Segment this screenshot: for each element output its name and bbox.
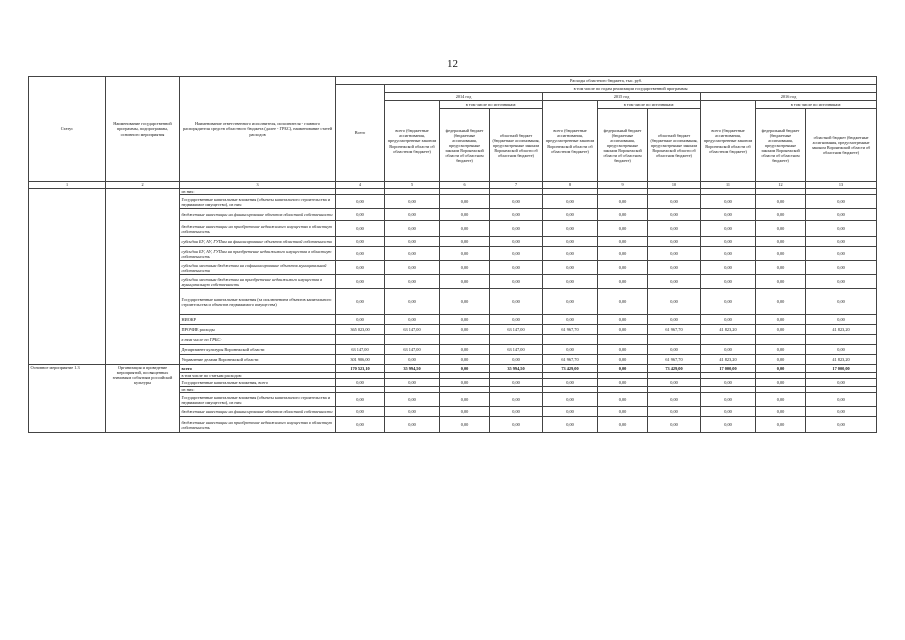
value-cell: 0,00	[490, 355, 543, 365]
column-index: 2	[106, 182, 180, 189]
value-cell: 0,00	[598, 345, 648, 355]
empty-cell	[756, 335, 806, 345]
row-label: НИОКР	[180, 315, 336, 325]
value-cell: 0,00	[543, 247, 598, 261]
value-cell: 0,00	[806, 407, 877, 417]
value-cell: 0,00	[756, 237, 806, 247]
executor-header: Наименование ответственного исполнителя, исполнителя - главного распорядителя средств областного бюджета (далее - ГРБС), наименование статей расходов	[180, 77, 336, 182]
empty-cell	[806, 335, 877, 345]
value-cell: 0,00	[490, 237, 543, 247]
empty-cell	[701, 335, 756, 345]
page-number: 12	[447, 58, 458, 70]
value-cell: 0,00	[440, 275, 490, 289]
sources-header: в том числе по источникам:	[756, 101, 877, 109]
value-cell: 0,00	[648, 237, 701, 247]
value-cell: 0,00	[385, 417, 440, 433]
value-cell: 35 994,50	[490, 365, 543, 373]
row-label: субсидии БУ, АУ, ГУПам на финансирование объектов областной собственности	[180, 237, 336, 247]
value-cell: 0,00	[701, 221, 756, 237]
value-cell: 0,00	[701, 195, 756, 209]
column-index: 3	[180, 182, 336, 189]
column-index: 5	[385, 182, 440, 189]
value-cell: 0,00	[543, 417, 598, 433]
value-cell: 0,00	[385, 247, 440, 261]
value-cell: 0,00	[806, 417, 877, 433]
value-cell: 0,00	[440, 365, 490, 373]
value-cell: 0,00	[806, 209, 877, 221]
value-cell: 0,00	[490, 261, 543, 275]
value-cell: 0,00	[806, 221, 877, 237]
value-cell: 0,00	[440, 247, 490, 261]
row-label: из них:	[180, 189, 336, 195]
value-cell: 0,00	[440, 379, 490, 387]
value-cell: 0,00	[385, 221, 440, 237]
value-cell: 0,00	[648, 275, 701, 289]
table-row	[29, 365, 877, 373]
value-cell: 0,00	[385, 237, 440, 247]
column-index: 10	[648, 182, 701, 189]
status-header: Статус	[29, 77, 106, 182]
value-cell: 0,00	[756, 407, 806, 417]
value-cell: 41 823,20	[806, 325, 877, 335]
value-cell: 0,00	[806, 261, 877, 275]
value-cell: 0,00	[756, 289, 806, 315]
column-index: 13	[806, 182, 877, 189]
value-cell: 0,00	[385, 289, 440, 315]
value-cell: 0,00	[385, 195, 440, 209]
value-cell: 0,00	[806, 275, 877, 289]
value-cell: 0,00	[806, 195, 877, 209]
value-cell: 0,00	[648, 417, 701, 433]
value-cell: 0,00	[385, 209, 440, 221]
value-cell: 0,00	[598, 195, 648, 209]
value-cell: 0,00	[598, 355, 648, 365]
value-cell: 0,00	[756, 393, 806, 407]
value-cell: 0,00	[756, 325, 806, 335]
value-cell: 0,00	[543, 393, 598, 407]
program-cell	[106, 189, 180, 365]
value-cell: 0,00	[385, 355, 440, 365]
value-cell: 0,00	[385, 261, 440, 275]
value-cell: 0,00	[648, 195, 701, 209]
value-cell: 0,00	[490, 289, 543, 315]
sources-header: в том числе по источникам:	[440, 101, 543, 109]
value-cell: 0,00	[440, 407, 490, 417]
value-cell: 0,00	[806, 345, 877, 355]
col-regional-header: областной бюджет (бюджетные ассигнования, предусмотренные законом Воронежской области об областном бюджете)	[490, 109, 543, 182]
value-cell: 0,00	[701, 289, 756, 315]
value-cell: 0,00	[336, 393, 385, 407]
value-cell: 0,00	[648, 407, 701, 417]
value-cell: 0,00	[440, 195, 490, 209]
value-cell: 0,00	[806, 247, 877, 261]
empty-cell	[598, 335, 648, 345]
value-cell: 0,00	[598, 289, 648, 315]
value-cell: 0,00	[648, 345, 701, 355]
value-cell: 0,00	[385, 379, 440, 387]
value-cell: 0,00	[543, 261, 598, 275]
value-cell: 0,00	[385, 315, 440, 325]
value-cell: 0,00	[701, 237, 756, 247]
value-cell: 0,00	[440, 315, 490, 325]
value-cell: 0,00	[543, 237, 598, 247]
value-cell: 365 023,00	[336, 325, 385, 335]
empty-cell	[648, 335, 701, 345]
value-cell: 0,00	[598, 417, 648, 433]
value-cell: 0,00	[490, 393, 543, 407]
value-cell: 0,00	[701, 261, 756, 275]
column-index: 7	[490, 182, 543, 189]
value-cell: 0,00	[598, 365, 648, 373]
value-cell: 0,00	[806, 393, 877, 407]
row-label: в том числе по статьям расходов:	[180, 373, 336, 379]
value-cell: 0,00	[598, 221, 648, 237]
row-label: бюджетные инвестиции на финансирование объектов областной собственности	[180, 407, 336, 417]
row-label: бюджетные инвестиции на приобретение недвижимого имущества в областную собственность	[180, 221, 336, 237]
value-cell: 0,00	[701, 209, 756, 221]
value-cell: 0,00	[756, 275, 806, 289]
value-cell: 0,00	[336, 315, 385, 325]
value-cell: 73 429,00	[543, 365, 598, 373]
value-cell: 0,00	[648, 221, 701, 237]
value-cell: 0,00	[598, 209, 648, 221]
expenses-title: Расходы областного бюджета, тыс. руб.	[336, 77, 877, 85]
col-total-header: всего (бюджетные ассигнования, предусмотренные законом Воронежской области об областном бюджете)	[385, 101, 440, 182]
row-label: всего	[180, 365, 336, 373]
value-cell: 0,00	[543, 315, 598, 325]
value-cell: 0,00	[756, 315, 806, 325]
row-label: бюджетные инвестиции на финансирование объектов областной собственности	[180, 209, 336, 221]
value-cell: 0,00	[756, 379, 806, 387]
value-cell: 0,00	[543, 379, 598, 387]
column-index-row	[29, 182, 877, 189]
value-cell: 0,00	[336, 261, 385, 275]
value-cell: 17 000,00	[701, 365, 756, 373]
value-cell: 0,00	[385, 407, 440, 417]
value-cell: 0,00	[543, 407, 598, 417]
value-cell: 63 147,00	[490, 325, 543, 335]
value-cell: 0,00	[336, 289, 385, 315]
row-label: в том числе по ГРБС:	[180, 335, 336, 345]
row-label: субсидии местным бюджетам на софинансирование объектов муниципальной собственности	[180, 261, 336, 275]
value-cell: 41 823,20	[806, 355, 877, 365]
value-cell: 35 994,50	[385, 365, 440, 373]
budget-table	[28, 76, 877, 433]
value-cell: 0,00	[336, 195, 385, 209]
value-cell: 0,00	[490, 417, 543, 433]
row-label: из них:	[180, 387, 336, 393]
value-cell: 0,00	[440, 289, 490, 315]
value-cell: 0,00	[598, 393, 648, 407]
value-cell: 0,00	[543, 345, 598, 355]
value-cell: 0,00	[385, 393, 440, 407]
value-cell: 0,00	[701, 275, 756, 289]
value-cell: 0,00	[440, 221, 490, 237]
value-cell: 61 967,70	[543, 325, 598, 335]
value-cell: 0,00	[648, 379, 701, 387]
value-cell: 301 906,00	[336, 355, 385, 365]
value-cell: 0,00	[701, 417, 756, 433]
value-cell: 0,00	[701, 407, 756, 417]
empty-cell	[543, 335, 598, 345]
value-cell: 0,00	[336, 379, 385, 387]
value-cell: 0,00	[490, 247, 543, 261]
row-label: Государственные капитальные вложения (за исключением объектов капитального строительства и объектов недвижимого имущества)	[180, 289, 336, 315]
col-federal-header: федеральный бюджет (бюджетные ассигнования, предусмотренные законом Воронежской области об областном бюджете)	[756, 109, 806, 182]
row-label: Государственные капитальные вложения (объекты капитального строительства и недвижимое имущество), из них:	[180, 393, 336, 407]
value-cell: 0,00	[648, 261, 701, 275]
total-header: Всего	[336, 85, 385, 182]
value-cell: 0,00	[543, 275, 598, 289]
value-cell: 0,00	[756, 209, 806, 221]
column-index: 9	[598, 182, 648, 189]
value-cell: 0,00	[440, 417, 490, 433]
empty-cell	[440, 335, 490, 345]
value-cell: 0,00	[598, 325, 648, 335]
value-cell: 63 147,00	[385, 325, 440, 335]
col-regional-header: областной бюджет (бюджетные ассигнования, предусмотренные законом Воронежской области об областном бюджете)	[648, 109, 701, 182]
col-total-header: всего (бюджетные ассигнования, предусмотренные законом Воронежской области об областном бюджете)	[701, 101, 756, 182]
year-header: 2016 год	[701, 93, 877, 101]
value-cell: 73 429,00	[648, 365, 701, 373]
value-cell: 0,00	[756, 355, 806, 365]
value-cell: 0,00	[440, 393, 490, 407]
value-cell: 0,00	[806, 315, 877, 325]
value-cell: 0,00	[336, 275, 385, 289]
value-cell: 0,00	[336, 407, 385, 417]
col-federal-header: федеральный бюджет (бюджетные ассигнования, предусмотренные законом Воронежской области об областном бюджете)	[440, 109, 490, 182]
column-index: 12	[756, 182, 806, 189]
value-cell: 0,00	[756, 365, 806, 373]
empty-cell	[490, 335, 543, 345]
value-cell: 0,00	[598, 275, 648, 289]
value-cell: 0,00	[336, 221, 385, 237]
value-cell: 0,00	[648, 247, 701, 261]
value-cell: 0,00	[806, 289, 877, 315]
col-regional-header: областной бюджет (бюджетные ассигнования, предусмотренные законом Воронежской области об областном бюджете)	[806, 109, 877, 182]
column-index: 8	[543, 182, 598, 189]
sources-header: в том числе по источникам:	[598, 101, 701, 109]
value-cell: 0,00	[440, 345, 490, 355]
value-cell: 63 147,00	[336, 345, 385, 355]
value-cell: 170 523,10	[336, 365, 385, 373]
value-cell: 0,00	[598, 261, 648, 275]
value-cell: 0,00	[648, 209, 701, 221]
value-cell: 17 000,00	[806, 365, 877, 373]
value-cell: 0,00	[543, 221, 598, 237]
value-cell: 0,00	[598, 379, 648, 387]
value-cell: 0,00	[336, 247, 385, 261]
value-cell: 0,00	[336, 237, 385, 247]
value-cell: 0,00	[756, 195, 806, 209]
value-cell: 0,00	[543, 289, 598, 315]
value-cell: 0,00	[756, 221, 806, 237]
value-cell: 41 823,20	[701, 355, 756, 365]
value-cell: 41 823,20	[701, 325, 756, 335]
row-label: Управление делами Воронежской области	[180, 355, 336, 365]
row-label: Государственные капитальные вложения (объекты капитального строительства и недвижимое имущество), из них:	[180, 195, 336, 209]
status-cell	[29, 189, 106, 365]
column-index: 11	[701, 182, 756, 189]
column-index: 6	[440, 182, 490, 189]
value-cell: 63 147,00	[490, 345, 543, 355]
value-cell: 0,00	[490, 221, 543, 237]
value-cell: 0,00	[336, 209, 385, 221]
row-label: бюджетные инвестиции на приобретение недвижимого имущества в областную собственность	[180, 417, 336, 433]
row-label: субсидии БУ, АУ, ГУПам на приобретение недвижимого имущества в областную собственность	[180, 247, 336, 261]
main-event-name: Организация и проведение мероприятий, посвященных значимым событиям российской культуры	[106, 365, 180, 433]
column-index: 1	[29, 182, 106, 189]
col-total-header: всего (бюджетные ассигнования, предусмотренные законом Воронежской области об областном бюджете)	[543, 101, 598, 182]
main-event-status: Основное мероприятие 1.3	[29, 365, 106, 433]
row-label: ПРОЧИЕ расходы	[180, 325, 336, 335]
value-cell: 0,00	[701, 345, 756, 355]
value-cell: 0,00	[490, 209, 543, 221]
row-label: Государственные капитальные вложения, всего	[180, 379, 336, 387]
value-cell: 0,00	[648, 289, 701, 315]
value-cell: 0,00	[598, 315, 648, 325]
program-name-header: Наименование государственной программы, подпрограммы, основного мероприятия	[106, 77, 180, 182]
value-cell: 0,00	[385, 275, 440, 289]
value-cell: 0,00	[701, 247, 756, 261]
value-cell: 0,00	[440, 325, 490, 335]
value-cell: 0,00	[701, 379, 756, 387]
value-cell: 0,00	[490, 315, 543, 325]
empty-cell	[385, 335, 440, 345]
empty-cell	[336, 335, 385, 345]
value-cell: 0,00	[543, 209, 598, 221]
year-header: 2015 год	[543, 93, 701, 101]
value-cell: 0,00	[806, 237, 877, 247]
value-cell: 0,00	[648, 393, 701, 407]
value-cell: 0,00	[598, 407, 648, 417]
value-cell: 0,00	[756, 247, 806, 261]
value-cell: 0,00	[701, 315, 756, 325]
value-cell: 0,00	[756, 417, 806, 433]
value-cell: 0,00	[543, 195, 598, 209]
value-cell: 61 967,70	[648, 325, 701, 335]
value-cell: 0,00	[440, 261, 490, 275]
value-cell: 0,00	[756, 261, 806, 275]
value-cell: 0,00	[598, 237, 648, 247]
row-label: субсидии местным бюджетам на приобретение недвижимого имущества в муниципальную собственность	[180, 275, 336, 289]
value-cell: 61 967,70	[543, 355, 598, 365]
value-cell: 0,00	[806, 379, 877, 387]
value-cell: 0,00	[490, 407, 543, 417]
value-cell: 0,00	[756, 345, 806, 355]
value-cell: 0,00	[336, 417, 385, 433]
value-cell: 63 147,00	[385, 345, 440, 355]
value-cell: 0,00	[598, 247, 648, 261]
value-cell: 0,00	[440, 209, 490, 221]
year-header: 2014 год	[385, 93, 543, 101]
value-cell: 61 967,70	[648, 355, 701, 365]
value-cell: 0,00	[440, 237, 490, 247]
value-cell: 0,00	[701, 393, 756, 407]
value-cell: 0,00	[440, 355, 490, 365]
value-cell: 0,00	[490, 275, 543, 289]
column-index: 4	[336, 182, 385, 189]
value-cell: 0,00	[648, 315, 701, 325]
col-federal-header: федеральный бюджет (бюджетные ассигнования, предусмотренные законом Воронежской области об областном бюджете)	[598, 109, 648, 182]
by-years-header: в том числе по годам реализации государственной программы	[385, 85, 877, 93]
row-label: Департамент культуры Воронежской области	[180, 345, 336, 355]
value-cell: 0,00	[490, 195, 543, 209]
value-cell: 0,00	[490, 379, 543, 387]
